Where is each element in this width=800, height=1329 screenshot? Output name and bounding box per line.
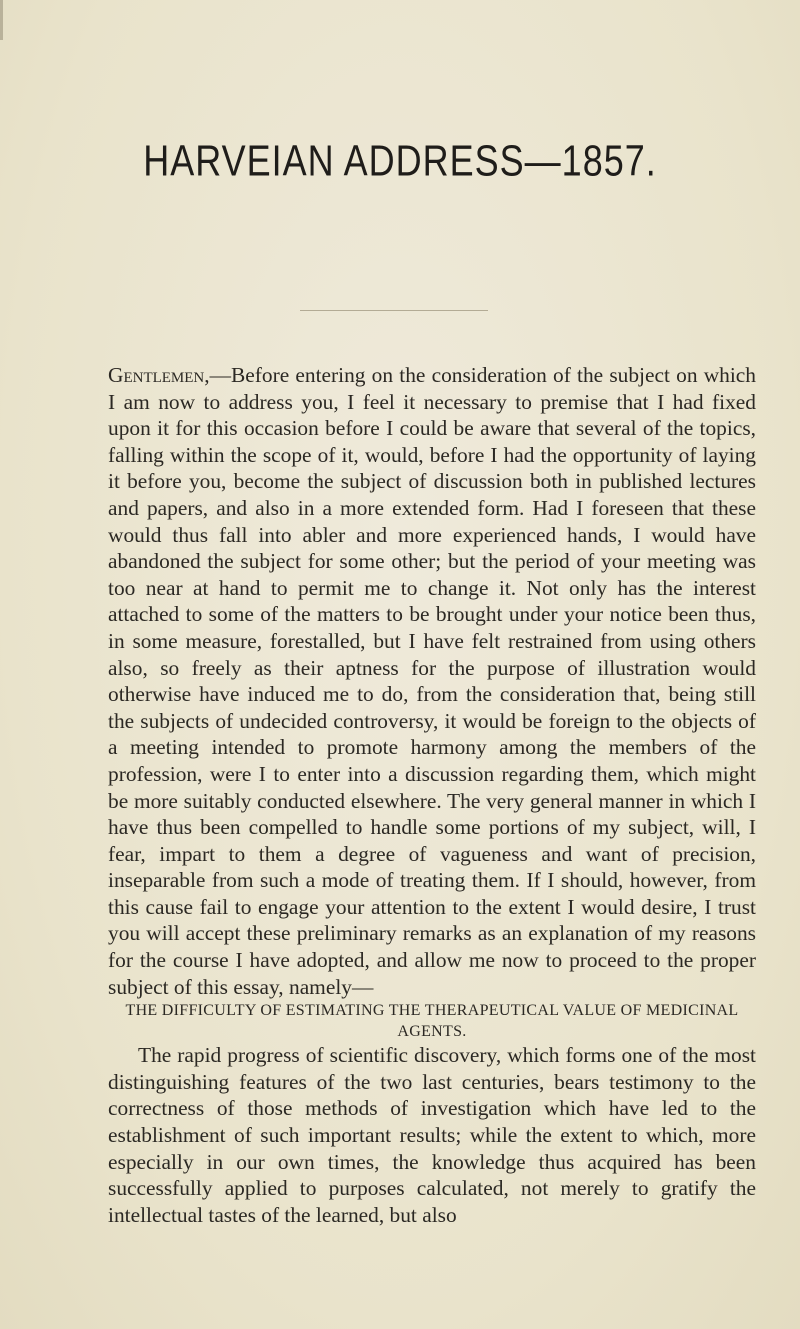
opening-paragraph [108, 362, 756, 1000]
opening-salutation: Gentlemen, [108, 363, 210, 387]
page-edge-mark [0, 0, 3, 40]
page-title: HARVEIAN ADDRESS—1857. [143, 136, 657, 186]
title-divider [300, 310, 488, 311]
opening-paragraph-text: —Before entering on the consideration of the subject on which I am now to address you, I feel it necessary to premise that I had fixed upon it for this occasion before I could be aware that several of the topics, falling within the scope of it, would, before I had the opportunity of laying it before you, become the subject of discussion both in published lectures and papers, and also in a more extended form. Had I foreseen that these would thus fall into abler and more experienced hands, I would have abandoned the subject for some other; but the period of your meeting was too near at hand to permit me to change it. Not only has the interest attached to some of the matters to be brought under your notice been thus, in some measure, forestalled, but I have felt restrained from using others also, so freely as their aptness for the purpose of illustration would otherwise have induced me to do, from the consideration that, being still the subjects of undecided controversy, it would be foreign to the objects of a meeting intended to promote harmony among the members of the profession, were I to enter into a discussion regarding them, which might be more suitably conducted elsewhere. The very general manner in which I have thus been compelled to handle some portions of my subject, will, I fear, impart to them a degree of vagueness and want of precision, inseparable from such a mode of treating them. If I should, however, from this cause fail to engage your attention to the extent I would desire, I trust you will accept these preliminary remarks as an explanation of my reasons for the course I have adopted, and allow me now to proceed to the proper subject of this essay, namely— [108, 363, 756, 999]
second-paragraph: The rapid progress of scientific discovery, which forms one of the most distinguishing features of the two last centuries, bears testimony to the correctness of those methods of investigation which have led to the establishment of such important results; while the extent to which, more especially in our own times, the knowledge thus acquired has been successfully applied to purposes calculated, not merely to gratify the intellectual tastes of the learned, but also [108, 1043, 756, 1227]
body-text [108, 362, 756, 1228]
section-heading: THE DIFFICULTY OF ESTIMATING THE THERAPEUTICAL VALUE OF MEDICINAL AGENTS. [125, 1002, 739, 1041]
